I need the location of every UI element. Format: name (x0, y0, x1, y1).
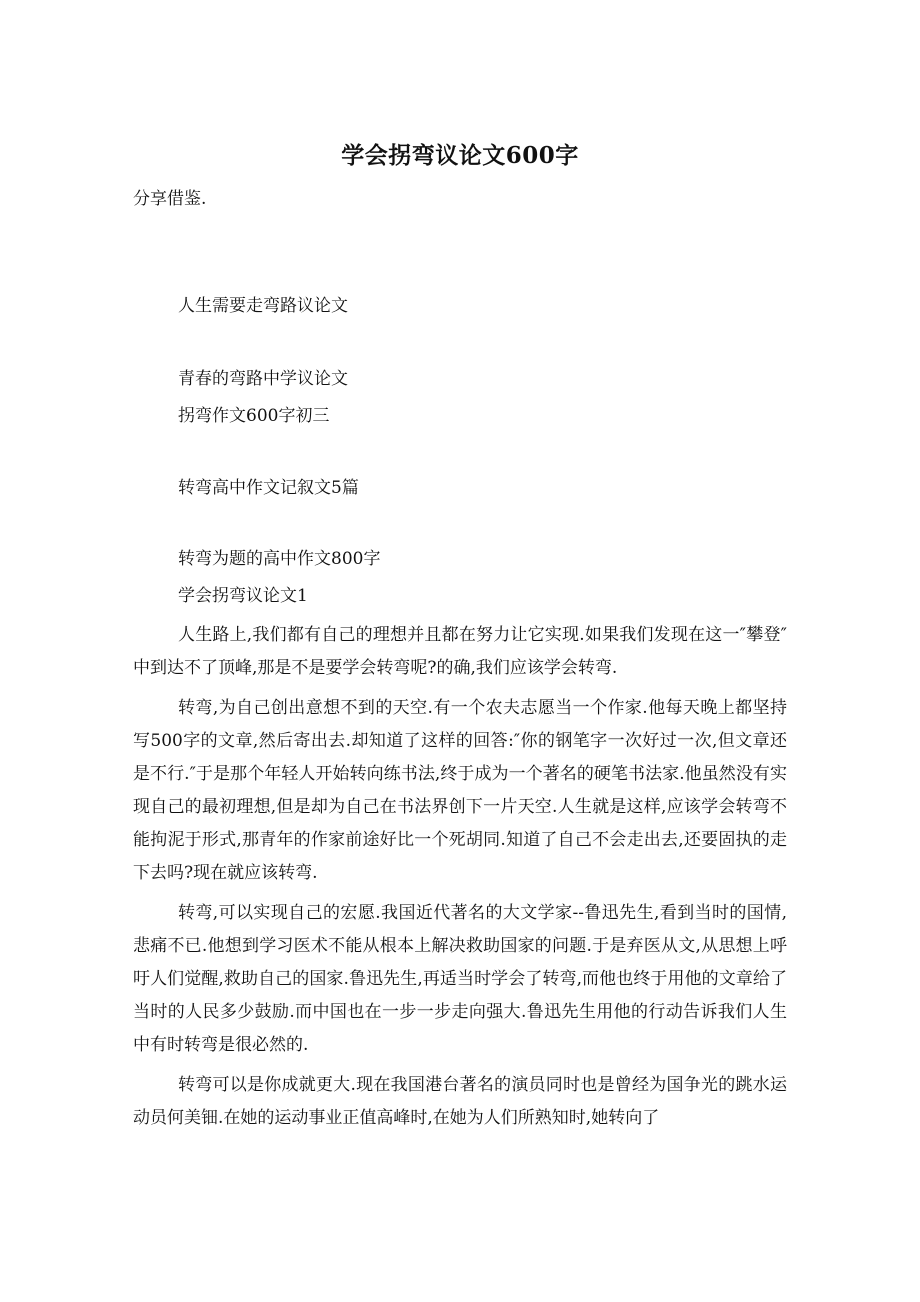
related-title-item: 青春的弯路中学议论文 (178, 369, 348, 389)
related-title-item: 人生需要走弯路议论文 (178, 296, 348, 316)
essay-paragraph: 转弯可以是你成就更大.现在我国港台著名的演员同时也是曾经为国争光的跳水运动员何美钿.在她的运动事业正值高峰时,在她为人们所熟知时,她转向了 (133, 1075, 787, 1128)
document-title: 学会拐弯议论文600字 (341, 142, 579, 169)
related-title-item: 转弯高中作文记叙文5篇 (178, 478, 359, 498)
related-title-item: 转弯为题的高中作文800字 (178, 549, 381, 569)
essay-paragraph: 人生路上,我们都有自己的理想并且都在努力让它实现.如果我们发现在这一″攀登″中到达不了顶峰,那是不是要学会转弯呢?的确,我们应该学会转弯. (133, 625, 787, 678)
document-subtitle: 分享借鉴. (133, 189, 207, 209)
essay-heading: 学会拐弯议论文1 (178, 586, 308, 606)
essay-paragraph: 转弯,可以实现自己的宏愿.我国近代著名的大文学家--鲁迅先生,看到当时的国情,悲痛不已.他想到学习医术不能从根本上解决救助国家的问题.于是弃医从文,从思想上呼吁人们觉醒,救助自己的国家.鲁迅先生,再适当时学会了转弯,而他也终于用他的文章给了当时的人民多少鼓励.而中国也在一步一步走向强大.鲁迅先生用他的行动告诉我们人生中有时转弯是很必然的. (133, 903, 787, 1055)
related-title-item: 拐弯作文600字初三 (178, 406, 330, 426)
essay-paragraph: 转弯,为自己创出意想不到的天空.有一个农夫志愿当一个作家.他每天晚上都坚持写500字的文章,然后寄出去.却知道了这样的回答:″你的钢笔字一次好过一次,但文章还是不行.″于是那个年轻人开始转向练书法,终于成为一个著名的硬笔书法家.他虽然没有实现自己的最初理想,但是却为自己在书法界创下一片天空.人生就是这样,应该学会转弯不能拘泥于形式,那青年的作家前途好比一个死胡同.知道了自己不会走出去,还要固执的走下去吗?现在就应该转弯. (133, 698, 787, 883)
essay-body (133, 619, 787, 1142)
